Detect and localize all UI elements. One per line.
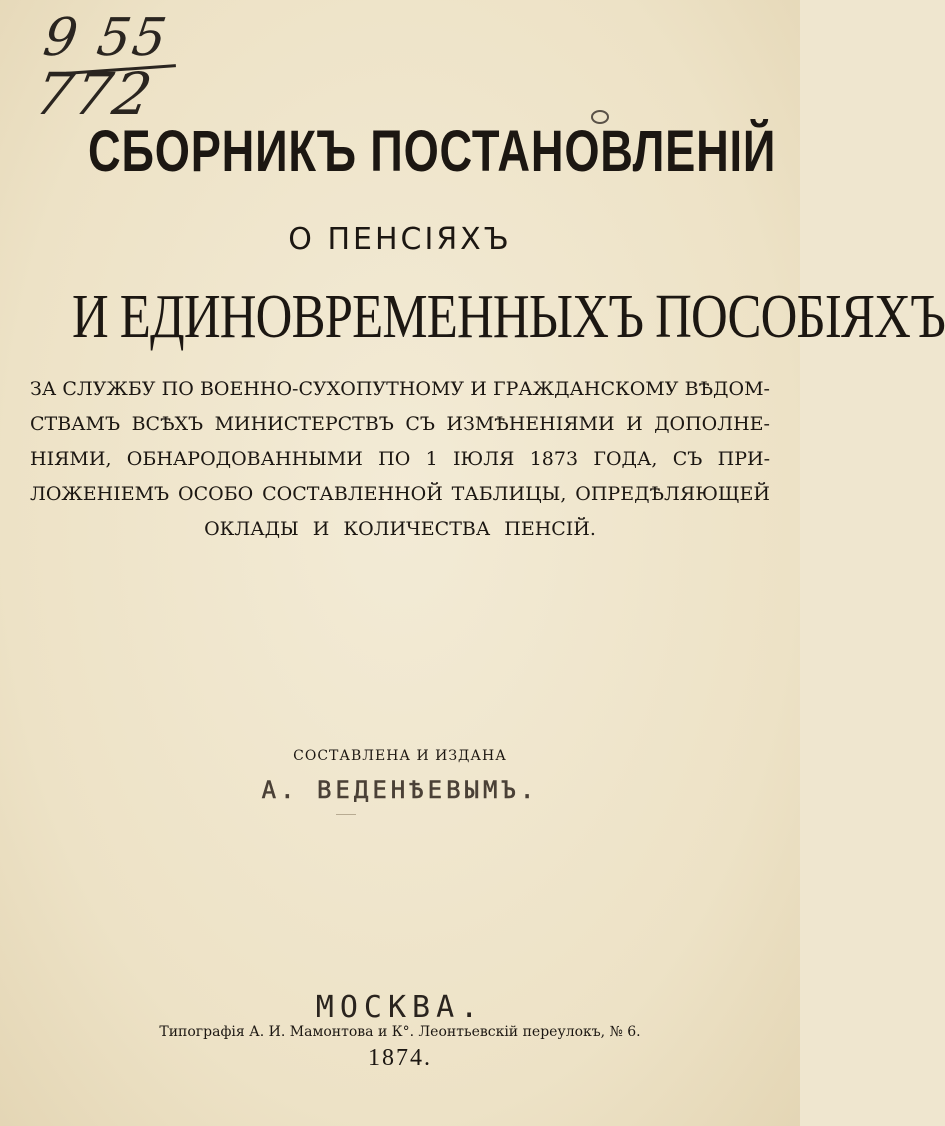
description-word: ПРИ- — [717, 448, 770, 470]
description-word: ІЮЛЯ — [453, 448, 515, 470]
description-paragraph — [30, 372, 770, 547]
description-text: ОКЛАДЫ И КОЛИЧЕСТВА ПЕНСІЙ. — [204, 518, 596, 540]
description-line-2 — [30, 407, 770, 442]
description-word: ОСОБО — [178, 483, 254, 505]
publication-year: 1874. — [368, 1045, 432, 1071]
description-word: 1873 — [529, 448, 579, 470]
description-line-4 — [30, 477, 770, 512]
divider — [336, 814, 356, 815]
description-word: СЪ — [405, 413, 435, 435]
description-word: СОСТАВЛЕННОЙ — [262, 483, 443, 505]
printer-imprint: Типографія А. И. Мамонтова и К°. Леонтьевскій переулокъ, № 6. — [159, 1024, 641, 1040]
description-word: ТАБЛИЦЫ, — [451, 483, 567, 505]
description-line-1 — [30, 372, 770, 407]
description-line-3 — [30, 442, 770, 477]
description-word: ВСѢХЪ — [131, 413, 204, 435]
description-word: СЛУЖБУ — [62, 378, 156, 400]
compiled-by-label: СОСТАВЛЕНА И ИЗДАНА — [293, 748, 507, 764]
description-word: ДОПОЛНЕ- — [654, 413, 770, 435]
description-word: ОБНАРОДОВАННЫМИ — [126, 448, 363, 470]
description-word: МИНИСТЕРСТВЪ — [214, 413, 394, 435]
description-word: И — [626, 413, 643, 435]
title-main: СБОРНИКЪ ПОСТАНОВЛЕНІЙ — [88, 119, 777, 184]
description-word: НІЯМИ, — [30, 448, 112, 470]
description-word: 1 — [425, 448, 438, 470]
handwritten-shelfmark — [30, 8, 200, 128]
title-main-2: И ЕДИНОВРЕМЕННЫХЪ ПОСОБІЯХЪ — [72, 283, 945, 351]
shelfmark-line-1: 9 55 — [39, 8, 172, 68]
description-word: ГРАЖДАНСКОМУ — [492, 378, 679, 400]
description-word: И — [470, 378, 487, 400]
publication-city: МОСКВА. — [315, 990, 485, 1025]
description-word: СЪ — [672, 448, 703, 470]
author-name: А. ВЕДЕНѢЕВЫМЪ. — [261, 776, 539, 804]
description-word: СТВАМЪ — [30, 413, 121, 435]
description-line-5 — [30, 512, 770, 547]
title-sub: О ПЕНСІЯХЪ — [288, 222, 512, 257]
description-word: ЛОЖЕНІЕМЪ — [30, 483, 170, 505]
shelfmark-line-2: 772 — [30, 60, 159, 128]
description-word: ВѢДОМ- — [684, 378, 770, 400]
description-word: ВОЕННО-СУХОПУТНОМУ — [199, 378, 465, 400]
description-word: ПО — [161, 378, 194, 400]
description-word: ЗА — [30, 378, 57, 400]
description-word: ПО — [378, 448, 411, 470]
description-word: ИЗМѢНЕНІЯМИ — [446, 413, 615, 435]
description-word: ОПРЕДѢЛЯЮЩЕЙ — [575, 483, 770, 505]
description-word: ГОДА, — [593, 448, 658, 470]
